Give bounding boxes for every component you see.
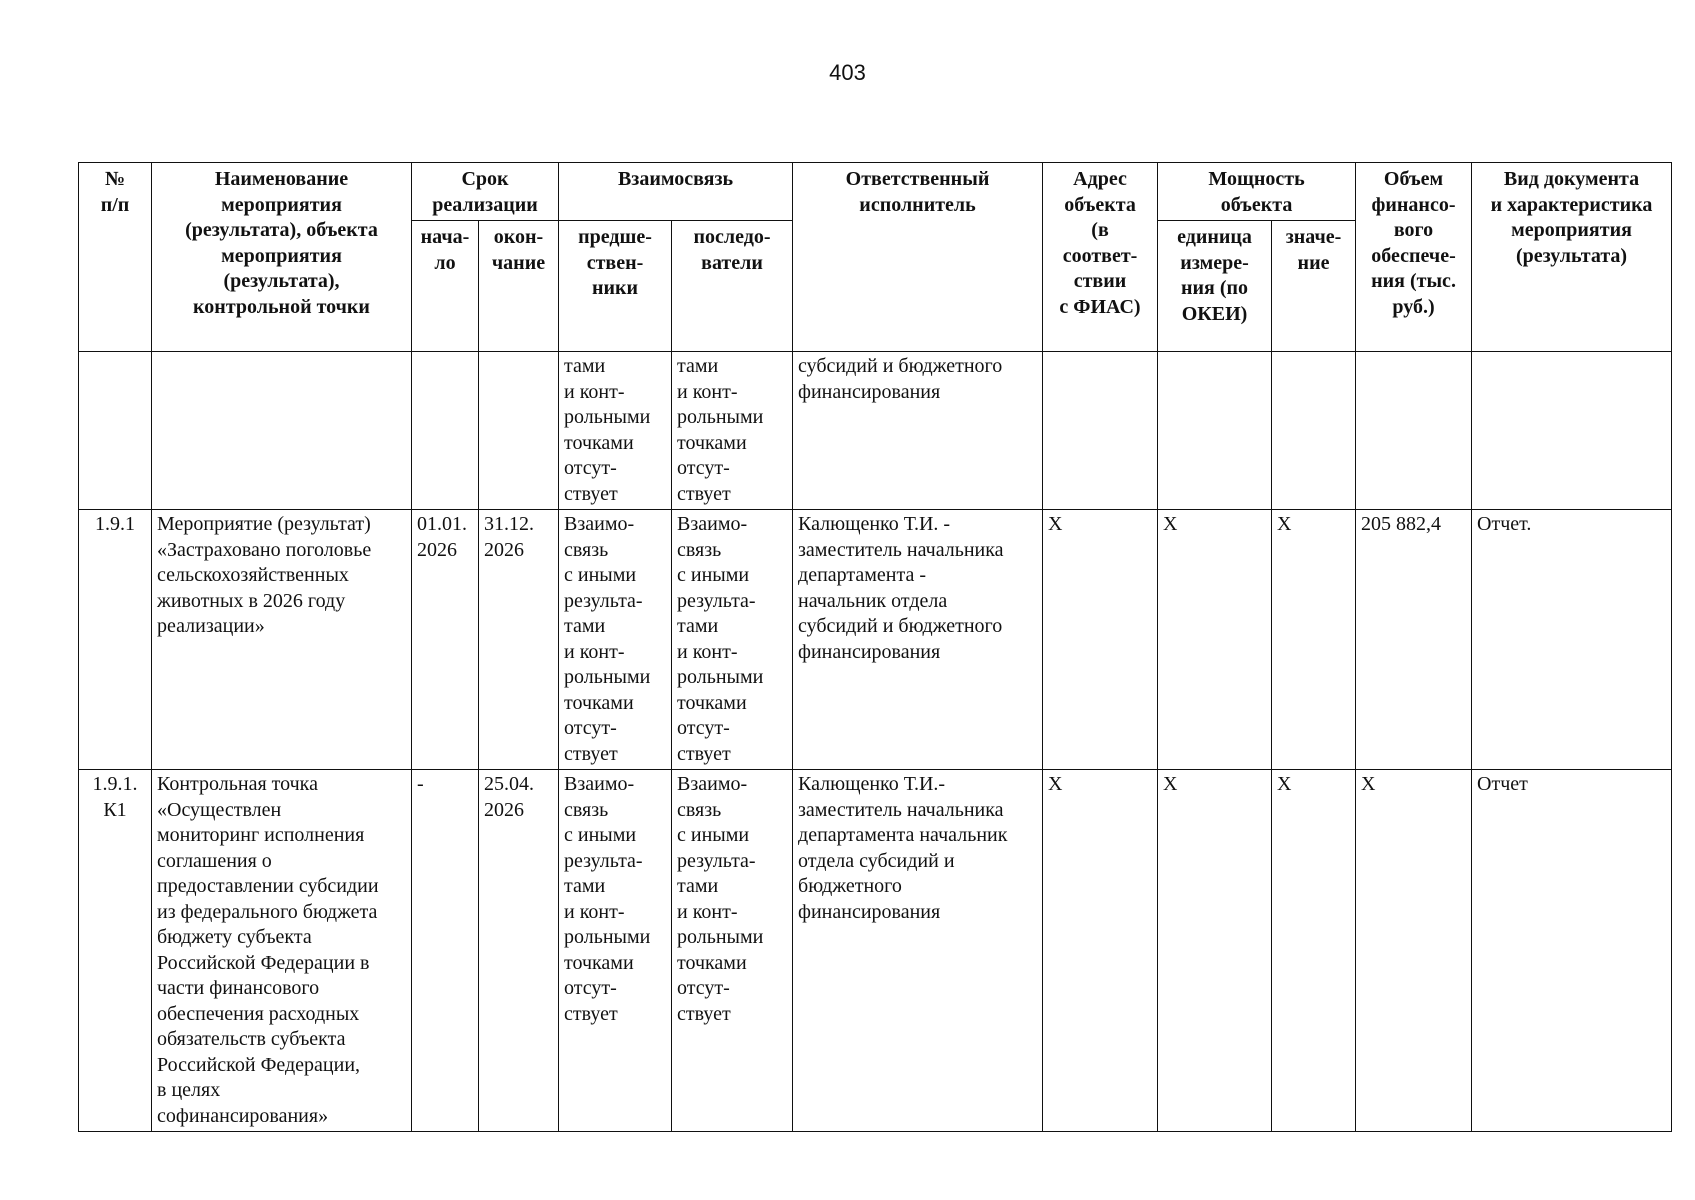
cell-prev: Взаимо- связь с иными результа- тами и конт- рольными точками отсут- ствует [559, 770, 672, 1132]
col-header-address: Адрес объекта (в соответ- ствии с ФИАС) [1043, 163, 1158, 352]
col-header-link-next: последо- ватели [672, 221, 793, 352]
activities-table [78, 162, 1672, 1132]
cell-value: X [1272, 510, 1356, 770]
cell-unit [1158, 352, 1272, 510]
cell-executor: Калющенко Т.И. - заместитель начальника департамента - начальник отдела субсидий и бюджетного финансирования [793, 510, 1043, 770]
col-header-link: Взаимосвязь [559, 163, 793, 221]
col-header-volume: Объем финансо- вого обеспече- ния (тыс. руб.) [1356, 163, 1472, 352]
cell-volume: X [1356, 770, 1472, 1132]
cell-volume [1356, 352, 1472, 510]
cell-name: Контрольная точка «Осуществлен мониторинг исполнения соглашения о предоставлении субсидии из федерального бюджета бюджету субъекта Российской Федерации в части финансового обеспечения расходных обязательств субъекта Российской Федерации, в целях софинансирования» [152, 770, 412, 1132]
col-header-term-start: нача- ло [412, 221, 479, 352]
col-header-link-prev: предше- ствен- ники [559, 221, 672, 352]
cell-executor: субсидий и бюджетного финансирования [793, 352, 1043, 510]
col-header-executor: Ответственный исполнитель [793, 163, 1043, 352]
cell-next: Взаимо- связь с иными результа- тами и конт- рольными точками отсут- ствует [672, 770, 793, 1132]
cell-num: 1.9.1 [79, 510, 152, 770]
cell-doc: Отчет [1472, 770, 1672, 1132]
cell-address: X [1043, 770, 1158, 1132]
cell-value [1272, 352, 1356, 510]
cell-volume: 205 882,4 [1356, 510, 1472, 770]
cell-unit: X [1158, 510, 1272, 770]
cell-end: 31.12. 2026 [479, 510, 559, 770]
cell-address: X [1043, 510, 1158, 770]
cell-next: Взаимо- связь с иными результа- тами и конт- рольными точками отсут- ствует [672, 510, 793, 770]
cell-name [152, 352, 412, 510]
col-header-doc: Вид документа и характеристика мероприятия (результата) [1472, 163, 1672, 352]
cell-prev: тами и конт- рольными точками отсут- ствует [559, 352, 672, 510]
cell-end: 25.04. 2026 [479, 770, 559, 1132]
cell-start [412, 352, 479, 510]
cell-executor: Калющенко Т.И.- заместитель начальника департамента начальник отдела субсидий и бюджетного финансирования [793, 770, 1043, 1132]
col-header-capacity-unit: единица измере- ния (по ОКЕИ) [1158, 221, 1272, 352]
page-number: 403 [829, 60, 866, 85]
table-row [79, 352, 1672, 510]
col-header-capacity: Мощность объекта [1158, 163, 1356, 221]
cell-next: тами и конт- рольными точками отсут- ствует [672, 352, 793, 510]
cell-unit: X [1158, 770, 1272, 1132]
cell-start: - [412, 770, 479, 1132]
cell-end [479, 352, 559, 510]
cell-start: 01.01. 2026 [412, 510, 479, 770]
cell-address [1043, 352, 1158, 510]
col-header-term-end: окон- чание [479, 221, 559, 352]
col-header-name: Наименование мероприятия (результата), объекта мероприятия (результата), контрольной точки [152, 163, 412, 352]
cell-doc [1472, 352, 1672, 510]
table-header [79, 163, 1672, 352]
cell-num [79, 352, 152, 510]
cell-prev: Взаимо- связь с иными результа- тами и конт- рольными точками отсут- ствует [559, 510, 672, 770]
col-header-num: № п/п [79, 163, 152, 352]
cell-doc: Отчет. [1472, 510, 1672, 770]
col-header-term: Срок реализации [412, 163, 559, 221]
table-row [79, 770, 1672, 1132]
table-row [79, 510, 1672, 770]
cell-value: X [1272, 770, 1356, 1132]
col-header-capacity-value: значе- ние [1272, 221, 1356, 352]
cell-name: Мероприятие (результат) «Застраховано поголовье сельскохозяйственных животных в 2026 году реализации» [152, 510, 412, 770]
cell-num: 1.9.1. К1 [79, 770, 152, 1132]
